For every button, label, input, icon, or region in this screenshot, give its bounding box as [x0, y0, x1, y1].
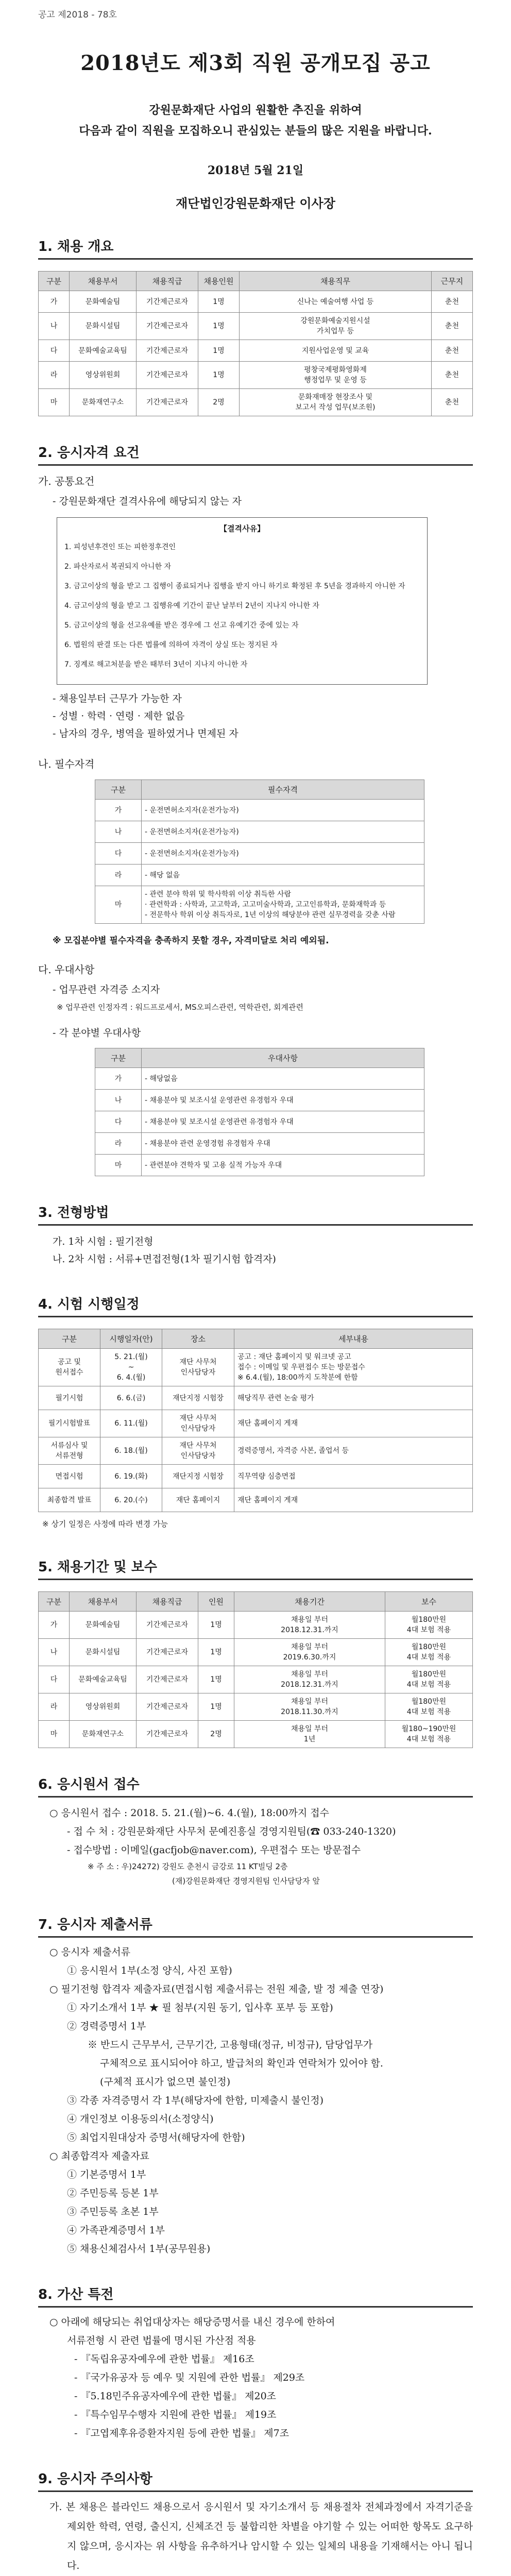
table-cell: 강원문화예술지원시설 가치업무 등 — [240, 313, 432, 340]
subsection-required: 나. 필수자격 — [38, 758, 95, 770]
document-item: ⑤ 채용신체검사서 1부(공무원용) — [67, 2243, 211, 2255]
application-office: - 접 수 처 : 강원문화재단 사무처 문예진흥실 경영지원팀(☎ 033-240-1320) — [67, 1826, 396, 1837]
table-cell: 나 — [95, 1090, 142, 1111]
section-documents — [38, 1914, 473, 2258]
section-title: 8. 가산 특전 — [38, 2284, 473, 2308]
disqualification-item: 5. 금고이상의 형을 선고유예를 받은 경우에 그 선고 유예기간 중에 있는 자 — [64, 621, 299, 630]
table-cell: 나 — [95, 821, 142, 843]
section-title: 7. 응시자 제출서류 — [38, 1914, 473, 1938]
table-header-row — [39, 272, 473, 291]
required-qualification-table — [95, 779, 424, 924]
schedule-table-body — [39, 1349, 473, 1512]
table-cell: 라 — [39, 362, 70, 389]
table-cell: 재단 홈페이지 게재 — [234, 1488, 473, 1512]
table-cell: 영상위원회 — [70, 362, 137, 389]
table-cell: 기간제근로자 — [137, 1666, 198, 1693]
table-cell: 다 — [95, 843, 142, 865]
table-row — [39, 1693, 473, 1721]
table-row — [95, 843, 424, 865]
table-cell: 해당직무 관련 논술 평가 — [234, 1386, 473, 1410]
table-cell: 다 — [95, 1111, 142, 1133]
table-cell: - 해당 없음 — [142, 865, 424, 886]
document-item: ② 경력증명서 1부 — [67, 2021, 146, 2032]
recruitment-table-body — [39, 291, 473, 416]
table-cell: 문화예술팀 — [70, 291, 137, 313]
application-method: - 접수방법 : 이메일(gacfjob@naver.com), 우편접수 또는 방문접수 — [67, 1844, 361, 1856]
table-cell: 6. 11.(월) — [100, 1410, 162, 1437]
bonus-item: 서류전형 시 관련 법률에 명시된 가산점 적용 — [67, 2335, 256, 2346]
table-cell: 공고 및 원서접수 — [39, 1349, 100, 1386]
table-cell: 문화예술교육팀 — [70, 340, 137, 362]
table-cell: 춘천 — [432, 313, 473, 340]
application-period: ○ 응시원서 접수 : 2018. 5. 21.(월)~6. 4.(월), 18:00까지 접수 — [49, 1807, 329, 1819]
table-cell: 라 — [39, 1693, 70, 1721]
table-row — [39, 1437, 473, 1465]
table-header: 채용부서 — [70, 272, 137, 291]
table-cell: 나 — [39, 1639, 70, 1666]
table-header: 구분 — [95, 780, 142, 800]
table-cell: 6. 18.(월) — [100, 1437, 162, 1465]
table-header: 채용부서 — [70, 1592, 137, 1612]
selection-step: 가. 1차 시험 : 필기전형 — [53, 1236, 154, 1247]
preference-table — [95, 1048, 424, 1176]
table-header: 구분 — [39, 272, 70, 291]
table-cell: 1명 — [198, 313, 240, 340]
document-item: 구체적으로 표시되어야 하고, 발급처의 확인과 연락처가 있어야 함. — [100, 2058, 383, 2069]
table-row — [39, 1465, 473, 1488]
document-item: ① 기본증명서 1부 — [67, 2169, 146, 2180]
table-cell: 서류심사 및 서류전형 — [39, 1437, 100, 1465]
table-cell: 마 — [39, 1721, 70, 1748]
table-cell: 공고 : 재단 홈페이지 및 워크넷 공고 접수 : 이메일 및 우편접수 또는 방문접수 ※ 6.4.(월), 18:00까지 도착분에 한함 — [234, 1349, 473, 1386]
table-cell: 채용일 부터 2018.12.31.까지 — [234, 1612, 385, 1639]
document-item: ① 응시원서 1부(소정 양식, 사진 포함) — [67, 1965, 232, 1976]
section-title: 1. 채용 개요 — [38, 236, 473, 260]
schedule-note: ※ 상기 일정은 사정에 따라 변경 가능 — [42, 1519, 168, 1529]
table-cell: - 채용분야 관련 운영경험 유경험자 우대 — [142, 1133, 424, 1155]
document-item: ○ 필기전형 합격자 제출자료(면접시험 제출서류는 전원 제출, 발 정 제출 연장) — [49, 1984, 384, 1995]
table-cell: 가 — [95, 800, 142, 821]
period-pay-table — [38, 1591, 473, 1748]
bonus-item: - 『특수임무수행자 지원에 관한 법률』 제19조 — [74, 2409, 277, 2420]
table-cell: - 해당없음 — [142, 1068, 424, 1090]
table-header: 장소 — [162, 1329, 234, 1349]
section-bonus — [38, 2284, 473, 2443]
table-cell: 재단지정 시험장 — [162, 1386, 234, 1410]
table-header: 구분 — [39, 1329, 100, 1349]
section-selection-method — [38, 1202, 473, 1268]
table-header: 세부내용 — [234, 1329, 473, 1349]
document-item: ○ 응시자 제출서류 — [49, 1946, 131, 1958]
preference-table-body — [95, 1068, 424, 1176]
table-cell: 문화예술팀 — [70, 1612, 137, 1639]
page-title: 2018년도 제3회 직원 공개모집 공고 — [80, 51, 431, 75]
required-qualification-body — [95, 800, 424, 924]
table-cell: 최종합격 발표 — [39, 1488, 100, 1512]
table-cell: 6. 20.(수) — [100, 1488, 162, 1512]
table-cell: 채용일 부터 2018.12.31.까지 — [234, 1666, 385, 1693]
document-item: ③ 각종 자격증명서 각 1부(해당자에 한함, 미제출시 불인정) — [67, 2095, 324, 2106]
application-address: ※ 주 소 : 우)24272) 강원도 춘천시 금강로 11 KT빌딩 2층 — [88, 1862, 288, 1871]
document-item: ④ 가족관계증명서 1부 — [67, 2225, 165, 2236]
table-cell: - 채용분야 및 보조시설 운영관련 유경험자 우대 — [142, 1111, 424, 1133]
table-row — [39, 1666, 473, 1693]
common-requirement: - 성별 · 학력 · 연령 · 제한 없음 — [53, 710, 185, 722]
section-title: 2. 응시자격 요건 — [38, 442, 473, 466]
table-cell: 필기시험 — [39, 1386, 100, 1410]
section-title: 4. 시험 시행일정 — [38, 1294, 473, 1317]
table-cell: 월180만원 4대 보험 적용 — [385, 1612, 473, 1639]
table-cell: 기간제근로자 — [137, 1721, 198, 1748]
table-cell: 나 — [39, 313, 70, 340]
intro-line-1: 강원문화재단 사업의 원활한 추진을 위하여 — [149, 104, 362, 117]
table-header: 채용인원 — [198, 272, 240, 291]
table-cell: 기간제근로자 — [137, 1639, 198, 1666]
table-cell: 채용일 부터 1년 — [234, 1721, 385, 1748]
table-row — [95, 800, 424, 821]
common-requirement: - 남자의 경우, 병역을 필하였거나 면제된 자 — [53, 728, 239, 739]
table-cell: 1명 — [198, 1639, 234, 1666]
section-title: 3. 전형방법 — [38, 1202, 473, 1226]
bonus-item: - 『5.18민주유공자예우에 관한 법률』 제20조 — [74, 2391, 277, 2402]
table-header-row — [39, 1592, 473, 1612]
section-qualifications — [38, 442, 473, 1176]
table-row — [95, 1133, 424, 1155]
disqualification-item: 7. 징계로 해고처분을 받은 때부터 3년이 지나지 아니한 자 — [64, 660, 248, 669]
table-header-row — [95, 780, 424, 800]
document-item: ③ 주민등록 초본 1부 — [67, 2206, 159, 2217]
table-cell: 기간제근로자 — [137, 340, 198, 362]
table-row — [95, 886, 424, 924]
table-cell: 필기시험발표 — [39, 1410, 100, 1437]
table-row — [39, 389, 473, 416]
disqualification-item: 2. 파산자로서 복권되지 아니한 자 — [64, 563, 171, 571]
table-cell: 가 — [39, 291, 70, 313]
table-header: 시행일자(안) — [100, 1329, 162, 1349]
table-cell: 기간제근로자 — [137, 1612, 198, 1639]
table-cell: 문화시설팀 — [70, 1639, 137, 1666]
document-item: ※ 반드시 근무부서, 근무기간, 고용형태(정규, 비정규), 담당업무가 — [88, 2039, 373, 2050]
table-cell: 월180만원 4대 보험 적용 — [385, 1693, 473, 1721]
table-cell: 월180만원 4대 보험 적용 — [385, 1666, 473, 1693]
table-cell: 재단 홈페이지 — [162, 1488, 234, 1512]
table-cell: 춘천 — [432, 340, 473, 362]
section-application — [38, 1774, 473, 1888]
bonus-list — [38, 2313, 473, 2443]
announcement-date: 2018년 5월 21일 — [207, 164, 304, 177]
table-cell: 다 — [39, 340, 70, 362]
table-cell: 재단 홈페이지 게재 — [234, 1410, 473, 1437]
subsection-preference: 다. 우대사항 — [38, 963, 95, 976]
document-item: ② 주민등록 등본 1부 — [67, 2188, 159, 2199]
table-header-row — [95, 1048, 424, 1068]
table-header: 구분 — [39, 1592, 70, 1612]
table-cell: 면접시험 — [39, 1465, 100, 1488]
schedule-table — [38, 1329, 473, 1512]
table-header: 인원 — [198, 1592, 234, 1612]
bonus-item: - 『국가유공자 등 예우 및 지원에 관한 법률』 제29조 — [74, 2372, 305, 2383]
table-cell: 지원사업운영 및 교육 — [240, 340, 432, 362]
table-cell: 기간제근로자 — [137, 362, 198, 389]
application-address-recipient: (재)강원문화재단 경영지원팀 인사담당자 앞 — [172, 1876, 320, 1886]
table-cell: 문화예술교육팀 — [70, 1666, 137, 1693]
disqualification-item: 1. 피성년후견인 또는 피한정후견인 — [64, 543, 176, 551]
preference-line: - 업무관련 자격증 소지자 — [53, 984, 160, 995]
table-header: 구분 — [95, 1048, 142, 1068]
table-cell: 채용일 부터 2019.6.30.까지 — [234, 1639, 385, 1666]
table-cell: - 관련 분야 학위 및 학사학위 이상 취득한 사람 · 관련학과 : 사학과, 고고학과, 고고미술사학과, 고고인류학과, 문화재학과 등 - 전문학사 학위 이상 취득자로, 1년 이상의 해당분야 관련 실무경력을 갖춘 사람 — [142, 886, 424, 924]
period-pay-table-body — [39, 1612, 473, 1748]
table-cell: 문화시설팀 — [70, 313, 137, 340]
selection-step: 나. 2차 시험 : 서류+면접전형(1차 필기시험 합격자) — [53, 1253, 276, 1265]
preference-by-field: - 각 분야별 우대사항 — [53, 1027, 141, 1039]
document-item: ⑤ 최업지원대상자 증명서(해당자에 한함) — [67, 2132, 245, 2143]
table-cell: 문화재매장 현장조사 및 보고서 작성 업무(보조원) — [240, 389, 432, 416]
table-row — [39, 1639, 473, 1666]
table-cell: 월180만원 4대 보험 적용 — [385, 1639, 473, 1666]
preference-note: ※ 업무관련 인정자격 : 워드프로세서, MS오피스관련, 역학관련, 회계관련 — [57, 1003, 303, 1012]
documents-list — [38, 1943, 473, 2258]
notices-list — [38, 2497, 473, 2576]
section-recruitment-overview — [38, 236, 473, 416]
common-requirement: - 강원문화재단 결격사유에 해당되지 않는 자 — [53, 496, 242, 507]
issuer: 재단법인강원문화재단 이사장 — [176, 196, 335, 211]
table-header: 우대사항 — [142, 1048, 424, 1068]
table-cell: 직무역량 심층면접 — [234, 1465, 473, 1488]
table-row — [39, 362, 473, 389]
table-cell: 춘천 — [432, 389, 473, 416]
table-cell: 기간제근로자 — [137, 313, 198, 340]
table-cell: 춘천 — [432, 362, 473, 389]
table-cell: 문화재연구소 — [70, 389, 137, 416]
table-row — [39, 1386, 473, 1410]
table-cell: 1명 — [198, 1693, 234, 1721]
common-requirement: - 채용일부터 근무가 가능한 자 — [53, 693, 182, 704]
table-cell: 1명 — [198, 340, 240, 362]
table-cell: 재단 사무처 인사담당자 — [162, 1437, 234, 1465]
table-cell: - 운전면허소지자(운전가능자) — [142, 821, 424, 843]
table-cell: 경력증명서, 자격증 사본, 졸업서 등 — [234, 1437, 473, 1465]
notice-item: 가. 본 채용은 블라인드 채용으로서 응시원서 및 자기소개서 등 채용절차 전체과정에서 자격기준을 제외한 학력, 연령, 출신지, 신체조건 등 불합리한 차별을 야기할 수 있는 어떠한 항목도 요구하지 않으며, 응시자는 위 사항을 유추하거나 암시할 수 있는 일체의 내용을 기재해서는 아니 됩니다. — [49, 2501, 473, 2571]
table-row — [39, 1721, 473, 1748]
table-header: 채용직급 — [137, 272, 198, 291]
table-row — [39, 291, 473, 313]
table-row — [39, 340, 473, 362]
section-title: 9. 응시자 주의사항 — [38, 2468, 473, 2492]
table-cell: 라 — [95, 1133, 142, 1155]
section-notices — [38, 2468, 473, 2576]
table-header: 보수 — [385, 1592, 473, 1612]
table-row — [95, 1155, 424, 1176]
table-cell: 2명 — [198, 389, 240, 416]
table-cell: - 채용분야 및 보조시설 운영관련 유경험자 우대 — [142, 1090, 424, 1111]
document-item: ④ 개인정보 이용동의서(소정양식) — [67, 2113, 214, 2125]
table-cell: 마 — [95, 1155, 142, 1176]
document-item: ① 자기소개서 1부 ★ 필 첨부(지원 동기, 입사후 포부 등 포함) — [67, 2002, 333, 2013]
bonus-item: ○ 아래에 해당되는 취업대상자는 해당증명서를 내신 경우에 한하여 — [49, 2316, 335, 2328]
table-cell: 6. 19.(화) — [100, 1465, 162, 1488]
table-header: 채용직무 — [240, 272, 432, 291]
table-cell: 춘천 — [432, 291, 473, 313]
table-header: 필수자격 — [142, 780, 424, 800]
table-cell: 6. 6.(금) — [100, 1386, 162, 1410]
table-cell: - 운전면허소지자(운전가능자) — [142, 800, 424, 821]
table-row — [95, 865, 424, 886]
table-cell: 1명 — [198, 362, 240, 389]
table-row — [95, 1111, 424, 1133]
table-header: 채용기간 — [234, 1592, 385, 1612]
document-item: ○ 최종합격자 제출자료 — [49, 2150, 149, 2162]
table-cell: 가 — [39, 1612, 70, 1639]
table-cell: 재단 사무처 인사담당자 — [162, 1410, 234, 1437]
table-cell: 재단지정 시험장 — [162, 1465, 234, 1488]
table-cell: 신나는 예술여행 사업 등 — [240, 291, 432, 313]
disqualification-title: 【결격사유】 — [219, 524, 265, 533]
table-cell: 1명 — [198, 1666, 234, 1693]
table-cell: 5. 21.(월) ~ 6. 4.(월) — [100, 1349, 162, 1386]
intro-line-2: 다음과 같이 직원을 모집하오니 관심있는 분들의 많은 지원을 바랍니다. — [79, 124, 432, 138]
section-title: 5. 채용기간 및 보수 — [38, 1556, 473, 1580]
table-header: 채용직급 — [137, 1592, 198, 1612]
table-cell: 기간제근로자 — [137, 389, 198, 416]
table-cell: 재단 사무처 인사담당자 — [162, 1349, 234, 1386]
disqualification-item: 3. 금고이상의 형을 받고 그 집행이 종료되거나 집행을 받지 아니 하기로 확정된 후 5년을 경과하지 아니한 자 — [64, 582, 405, 590]
table-cell: 2명 — [198, 1721, 234, 1748]
table-row — [95, 1068, 424, 1090]
section-title: 6. 응시원서 접수 — [38, 1774, 473, 1798]
table-cell: 영상위원회 — [70, 1693, 137, 1721]
required-note: ※ 모집분야별 필수자격을 충족하지 못할 경우, 자격미달로 처리 예외됨. — [53, 936, 329, 946]
table-row — [95, 1090, 424, 1111]
section-period-pay — [38, 1556, 473, 1748]
bonus-item: - 『독립유공자예우에 관한 법률』 제16조 — [74, 2353, 254, 2365]
recruitment-table — [38, 271, 473, 416]
table-cell: 마 — [39, 389, 70, 416]
disqualification-item: 4. 금고이상의 형을 받고 그 집행유예 기간이 끝난 날부터 2년이 지나지 아니한 자 — [64, 602, 319, 610]
table-cell: - 운전면허소지자(운전가능자) — [142, 843, 424, 865]
table-cell: 라 — [95, 865, 142, 886]
table-header-row — [39, 1329, 473, 1349]
table-row — [95, 821, 424, 843]
table-row — [39, 1488, 473, 1512]
document-item: (구체적 표시가 없으면 불인정) — [100, 2076, 231, 2088]
section-schedule — [38, 1294, 473, 1531]
disqualification-list — [64, 541, 420, 671]
disqualification-item: 6. 법원의 판결 또는 다른 법률에 의하여 자격이 상실 또는 정지된 자 — [64, 641, 278, 649]
table-row — [39, 1410, 473, 1437]
table-cell: 월180~190만원 4대 보험 적용 — [385, 1721, 473, 1748]
table-cell: - 관련분야 견학자 및 고용 실적 가능자 우대 — [142, 1155, 424, 1176]
table-cell: 채용일 부터 2018.11.30.까지 — [234, 1693, 385, 1721]
disqualification-box — [57, 517, 428, 685]
table-cell: 마 — [95, 886, 142, 924]
subsection-common: 가. 공통요건 — [38, 475, 95, 487]
table-cell: 기간제근로자 — [137, 1693, 198, 1721]
table-cell: 기간제근로자 — [137, 291, 198, 313]
table-row — [39, 1349, 473, 1386]
table-cell: 1명 — [198, 1612, 234, 1639]
table-header: 근무지 — [432, 272, 473, 291]
bonus-item: - 『고엽제후유증환자지원 등에 관한 법률』 제7조 — [74, 2428, 289, 2439]
table-cell: 1명 — [198, 291, 240, 313]
table-cell: 가 — [95, 1068, 142, 1090]
table-row — [39, 313, 473, 340]
table-cell: 평창국제평화영화제 행정업무 및 운영 등 — [240, 362, 432, 389]
document-number: 공고 제2018 - 78호 — [38, 10, 117, 20]
table-cell: 다 — [39, 1666, 70, 1693]
table-cell: 문화재연구소 — [70, 1721, 137, 1748]
table-row — [39, 1612, 473, 1639]
